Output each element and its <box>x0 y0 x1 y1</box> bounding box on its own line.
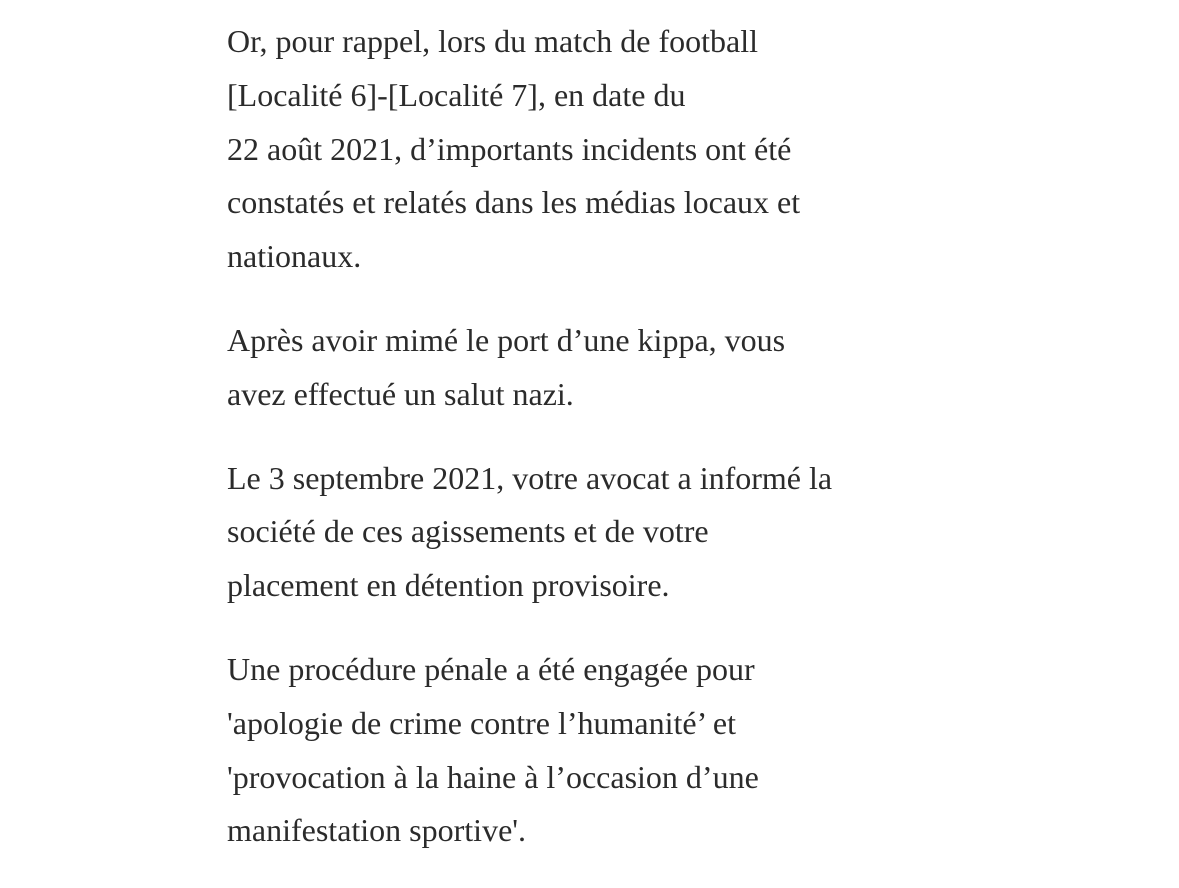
paragraph-lawyer <box>227 452 927 613</box>
text-line: nationaux. <box>227 238 362 275</box>
text-line: avez effectué un salut nazi. <box>227 375 574 412</box>
text-line: Une procédure pénale a été engagée pour <box>227 650 755 687</box>
text-line: 22 août 2021, d’importants incidents ont été <box>227 130 792 167</box>
paragraph-salute <box>227 314 927 422</box>
paragraph-incidents <box>227 15 927 284</box>
paragraph-procedure <box>227 643 927 858</box>
text-line: 'apologie de crime contre l’humanité’ et <box>227 704 736 741</box>
text-line: Or, pour rappel, lors du match de football <box>227 23 759 59</box>
text-line: [Localité 6]-[Localité 7], en date du <box>227 76 686 113</box>
text-line: société de ces agissements et de votre <box>227 513 709 550</box>
text-line: constatés et relatés dans les médias locaux et <box>227 184 801 221</box>
text-line: Après avoir mimé le port d’une kippa, vous <box>227 321 786 358</box>
text-line: Le 3 septembre 2021, votre avocat a informé la <box>227 459 833 496</box>
text-line: placement en détention provisoire. <box>227 567 670 604</box>
text-line: 'provocation à la haine à l’occasion d’une <box>227 758 759 795</box>
text-line: manifestation sportive'. <box>227 812 527 849</box>
article-body <box>227 15 927 888</box>
